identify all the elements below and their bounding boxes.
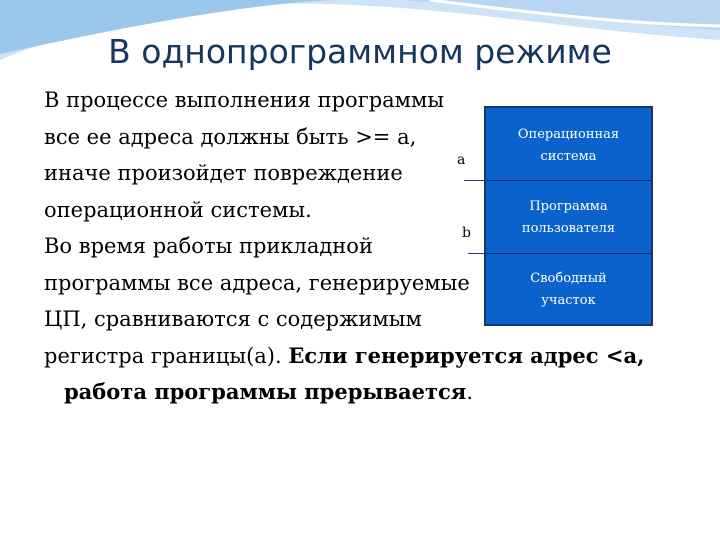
- body-line-8: [44, 338, 694, 375]
- block-user-program-line2: пользователя: [521, 221, 616, 236]
- block-user-program: [486, 196, 651, 240]
- marker-a: a: [457, 152, 466, 168]
- block-user-program-line1: Программа: [529, 199, 608, 214]
- body-line-4: операционной системы.: [44, 197, 312, 222]
- body-line-5: Во время работы прикладной: [44, 234, 373, 258]
- marker-b-tick: [468, 253, 485, 254]
- body-line-1: В процессе выполнения программы: [44, 88, 445, 112]
- divider-b: [486, 253, 651, 254]
- divider-a: [486, 180, 651, 181]
- block-operating-system-line1: Операционная: [517, 127, 620, 142]
- body-line-9: [44, 374, 694, 411]
- marker-b: b: [462, 225, 471, 241]
- body-line-9-end: .: [466, 380, 474, 404]
- block-operating-system: [486, 124, 651, 168]
- body-line-6: программы все адреса, генерируемые: [44, 270, 470, 295]
- body-line-2: все ее адреса должны быть >= а,: [44, 124, 417, 149]
- body-line-7: ЦП, сравниваются с содержимым: [44, 307, 422, 331]
- marker-a-tick: [464, 180, 485, 181]
- body-line-3: иначе произойдет повреждение: [44, 161, 403, 185]
- body-line-9-bold: работа программы прерывается: [64, 379, 467, 404]
- body-line-8-bold: Если генерируется адрес <а,: [288, 342, 645, 368]
- body-line-8-plain: регистра границы(а).: [44, 343, 289, 368]
- block-free-area: [486, 268, 651, 312]
- block-free-area-line1: Свободный: [530, 271, 607, 286]
- block-free-area-line2: участок: [541, 293, 596, 308]
- slide-title: В однопрограммном режиме: [108, 32, 612, 71]
- memory-layout-diagram: [484, 106, 653, 326]
- block-operating-system-line2: система: [540, 149, 597, 164]
